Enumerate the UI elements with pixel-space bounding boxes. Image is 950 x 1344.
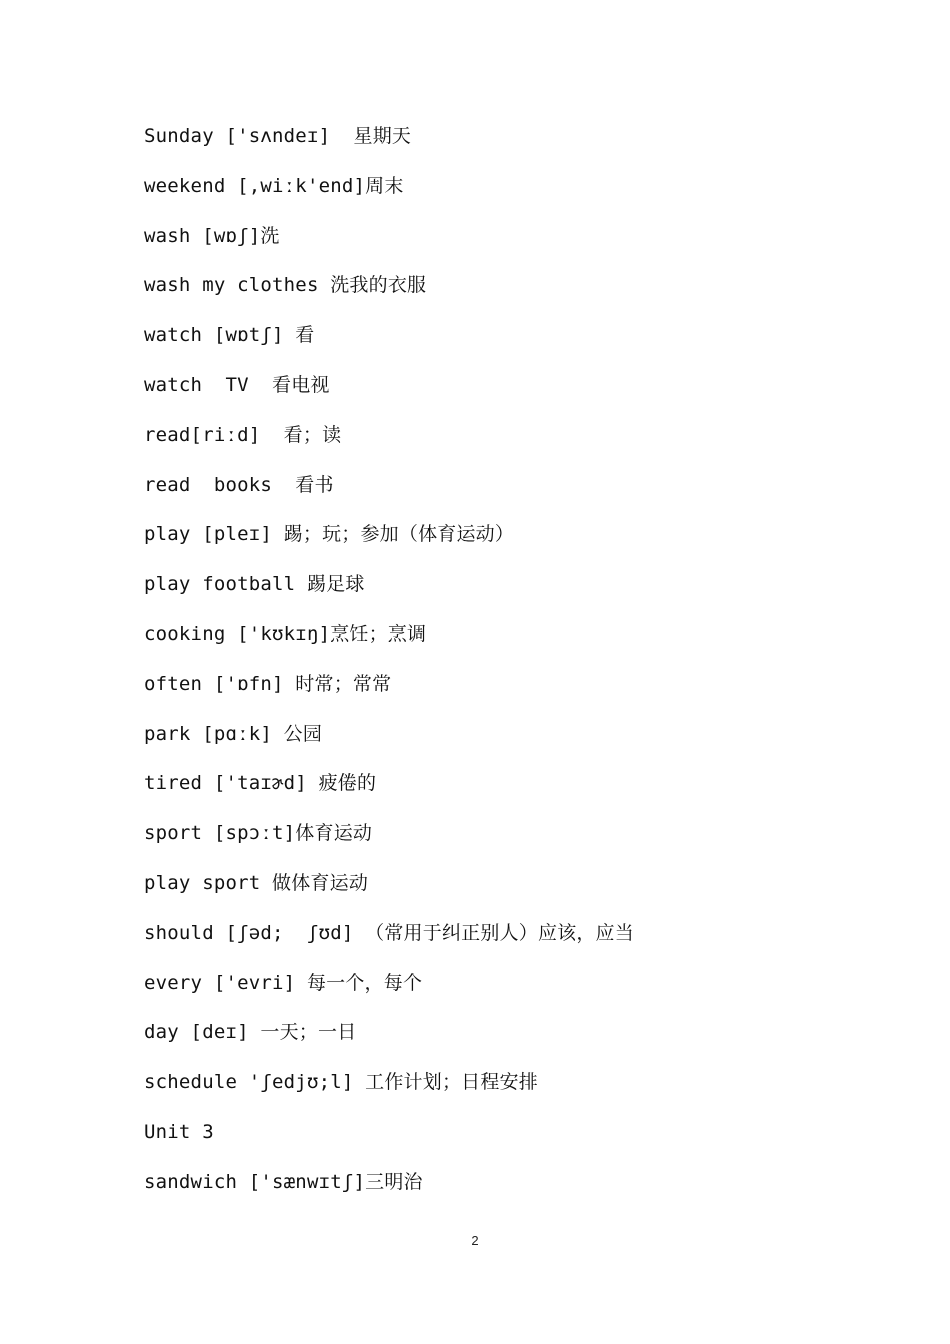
- vocab-line-tired: tired ['taɪɚd] 疲倦的: [144, 772, 377, 795]
- vocab-line-sandwich: sandwich ['sænwɪtʃ]三明治: [144, 1170, 423, 1193]
- vocabulary-list: [144, 118, 844, 1214]
- vocab-line-often: often ['ɒfn] 时常；常常: [144, 672, 392, 695]
- vocab-line-every: every ['evri] 每一个，每个: [144, 971, 423, 994]
- unit-heading: Unit 3: [144, 1120, 214, 1143]
- vocab-line-sunday: Sunday ['sʌndeɪ] 星期天: [144, 125, 412, 147]
- vocab-line-park: park [pɑːk] 公园: [144, 722, 323, 745]
- vocab-line-watch-tv: watch TV 看电视: [144, 373, 330, 396]
- vocab-line-weekend: weekend [,wiːk'end]周末: [144, 174, 404, 197]
- vocab-line-should: should [ʃəd; ʃʊd] （常用于纠正别人）应该，应当: [144, 921, 634, 944]
- vocab-line-play-football: play football 踢足球: [144, 573, 365, 596]
- page-number: 2: [471, 1233, 479, 1248]
- vocab-line-day: day [deɪ] 一天；一日: [144, 1021, 357, 1044]
- vocab-line-read: read[riːd] 看；读: [144, 423, 342, 446]
- vocab-line-watch: watch [wɒtʃ] 看: [144, 324, 315, 347]
- vocab-line-wash: wash [wɒʃ]洗: [144, 224, 280, 247]
- vocab-line-play: play [pleɪ] 踢；玩；参加（体育运动）: [144, 523, 515, 546]
- vocab-line-schedule: schedule 'ʃedjʊ;l] 工作计划；日程安排: [144, 1071, 538, 1094]
- vocab-line-sport: sport [spɔːt]体育运动: [144, 822, 373, 845]
- vocab-line-wash-my-clothes: wash my clothes 洗我的衣服: [144, 274, 427, 297]
- vocab-line-play-sport: play sport 做体育运动: [144, 871, 369, 894]
- vocab-line-cooking: cooking ['kʊkɪŋ]烹饪；烹调: [144, 622, 427, 645]
- vocab-line-read-books: read books 看书: [144, 473, 334, 496]
